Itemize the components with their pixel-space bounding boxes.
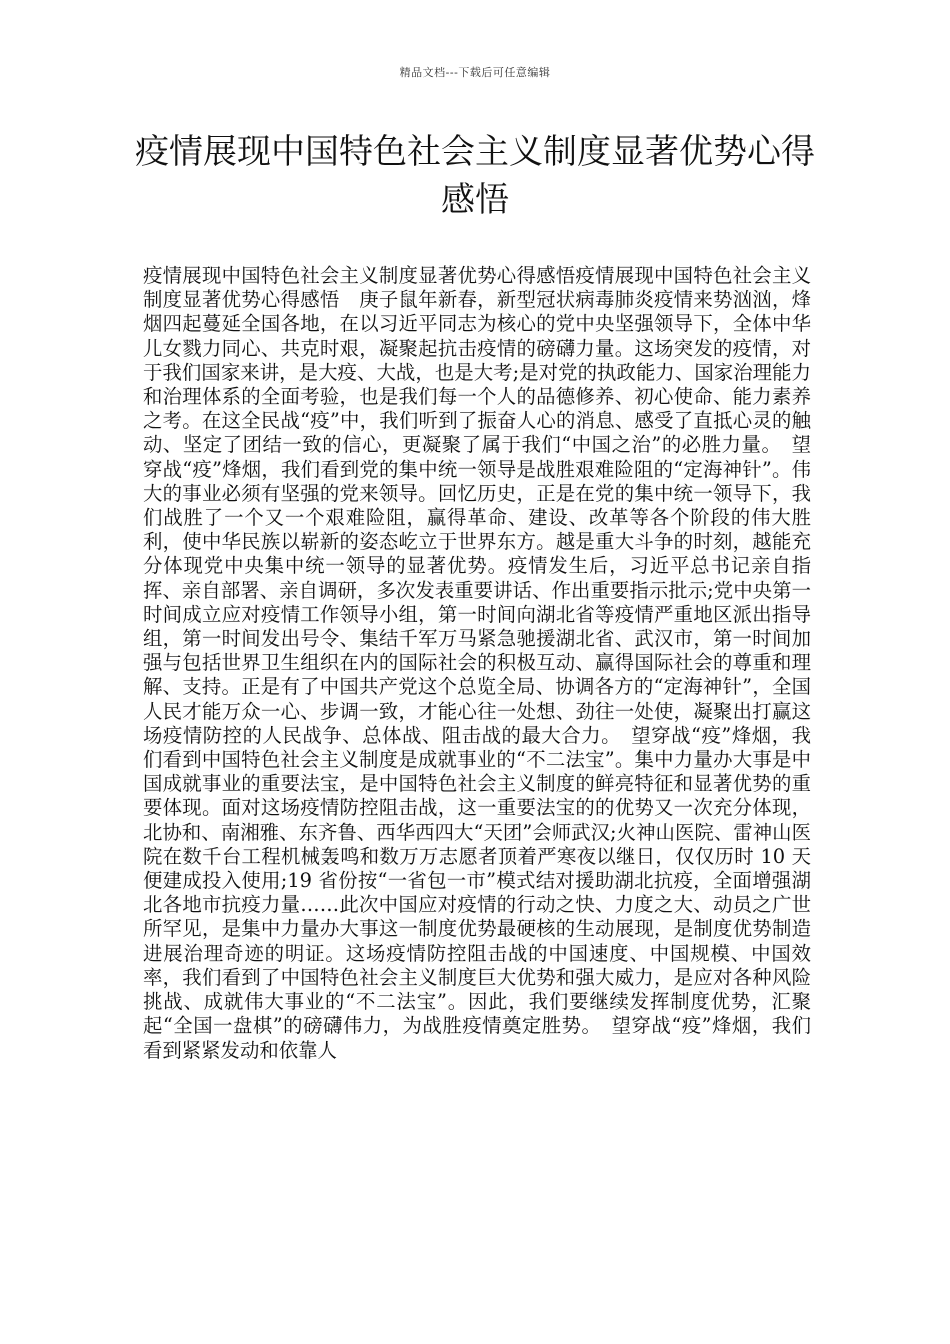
body-paragraph: 疫情展现中国特色社会主义制度显著优势心得感悟疫情展现中国特色社会主义制度显著优势心得感悟 庚子鼠年新春，新型冠状病毒肺炎疫情来势汹汹，烽烟四起蔓延全国各地，在以习近平同志为核心的党中央坚强领导下，全体中华儿女戮力同心、共克时艰，凝聚起抗击疫情的磅礴力量。这场突发的疫情，对于我们国家来讲，是大疫、大战，也是大考;是对党的执政能力、国家治理能力和治理体系的全面考验，也是我们每一个人的品德修养、初心使命、能力素养之考。在这全民战“疫”中，我们听到了振奋人心的消息、感受了直抵心灵的触动、坚定了团结一致的信心，更凝聚了属于我们“中国之治”的必胜力量。 望穿战“疫”烽烟，我们看到党的集中统一领导是战胜艰难险阻的“定海神针”。伟大的事业必须有坚强的党来领导。回忆历史，正是在党的集中统一领导下，我们战胜了一个又一个艰难险阻，赢得革命、建设、改革等各个阶段的伟大胜利，使中华民族以崭新的姿态屹立于世界东方。越是重大斗争的时刻，越能充分体现党中央集中统一领导的显著优势。疫情发生后，习近平总书记亲自指挥、亲自部署、亲自调研，多次发表重要讲话、作出重要指示批示;党中央第一时间成立应对疫情工作领导小组，第一时间向湖北省等疫情严重地区派出指导组，第一时间发出号令、集结千军万马紧急驰援湖北省、武汉市，第一时间加强与包括世界卫生组织在内的国际社会的积极互动、赢得国际社会的尊重和理解、支持。正是有了中国共产党这个总览全局、协调各方的“定海神针”，全国人民才能万众一心、步调一致，才能心往一处想、劲往一处使，凝聚出打赢这场疫情防控的人民战争、总体战、阻击战的最大合力。 望穿战“疫”烽烟，我们看到中国特色社会主义制度是成就事业的“不二法宝”。集中力量办大事是中国成就事业的重要法宝，是中国特色社会主义制度的鲜亮特征和显著优势的重要体现。面对这场疫情防控阻击战，这一重要法宝的的优势又一次充分体现，北协和、南湘雅、东齐鲁、西华西四大“天团”会师武汉;火神山医院、雷神山医院在数千台工程机械轰鸣和数万万志愿者顶着严寒夜以继日，仅仅历时 10 天便建成投入使用;19 省份按“一省包一市”模式结对援助湖北抗疫，全面增强湖北各地市抗疫力量……此次中国应对疫情的行动之快、力度之大、动员之广世所罕见，是集中力量办大事这一制度优势最硬核的生动展现，是制度优势制造进展治理奇迹的明证。这场疫情防控阻击战的中国速度、中国规模、中国效率，我们看到了中国特色社会主义制度巨大优势和强大威力，是应对各种风险挑战、成就伟大事业的“不二法宝”。因此，我们要继续发挥制度优势，汇聚起“全国一盘棋”的磅礴伟力，为战胜疫情奠定胜势。 望穿战“疫”烽烟，我们看到紧紧发动和依靠人: [143, 264, 811, 1062]
header-note: 精品文档---下载后可任意编辑: [399, 66, 551, 79]
document-title: 疫情展现中国特色社会主义制度显著优势心得感悟: [135, 132, 815, 220]
